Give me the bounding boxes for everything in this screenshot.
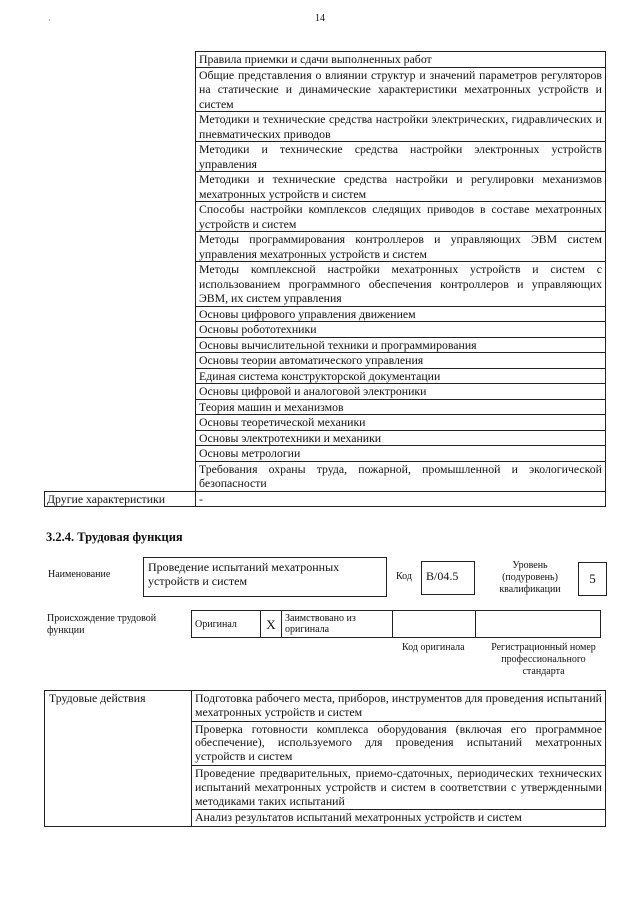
knowledge-item: Методики и технические средства настройки и регулировки механизмов мехатронных устройств и систем — [196, 172, 606, 202]
action-item: Подготовка рабочего места, приборов, инструментов для проведения испытаний мехатронных устройств и систем — [192, 691, 606, 722]
table-row — [45, 491, 606, 507]
label-cell — [45, 52, 196, 492]
actions-table — [44, 690, 606, 827]
action-item: Анализ результатов испытаний мехатронных устройств и систем — [192, 810, 606, 827]
level-box: 5 — [578, 562, 607, 596]
function-code-box: B/04.5 — [421, 561, 475, 595]
original-label: Оригинал — [192, 611, 261, 638]
scan-mark: · — [48, 16, 51, 25]
knowledge-item: Методики и технические средства настройки электрических, гидравлических и пневматических приводов — [196, 112, 606, 142]
other-characteristics-label: Другие характеристики — [45, 491, 196, 507]
function-name-box: Проведение испытаний мехатронных устройств и систем — [143, 557, 387, 597]
action-item: Проверка готовности комплекса оборудования (включая его программное обеспечение), используемого для проведения испытаний мехатронных устройств и систем — [192, 721, 606, 765]
knowledge-item: Основы цифровой и аналоговой электроники — [196, 384, 606, 400]
code-label: Код — [396, 571, 412, 582]
knowledge-item: Единая система конструкторской документации — [196, 368, 606, 384]
knowledge-table — [44, 51, 606, 507]
knowledge-item: Основы вычислительной техники и программирования — [196, 337, 606, 353]
knowledge-item: Основы теоретической механики — [196, 415, 606, 431]
table-row — [45, 52, 606, 68]
name-label: Наименование — [48, 569, 111, 580]
origin-table — [191, 610, 601, 638]
knowledge-item: Теория машин и механизмов — [196, 399, 606, 415]
knowledge-item: Общие представления о влиянии структур и значений параметров регуляторов на статические и динамические характеристики мехатронных устройств и систем — [196, 67, 606, 112]
knowledge-item: Основы теории автоматического управления — [196, 353, 606, 369]
knowledge-item: Методы комплексной настройки мехатронных устройств и систем с использованием программного обеспечения контроллеров и управляющих ЭВМ, их систем управления — [196, 262, 606, 307]
level-label: Уровень (подуровень) квалификации — [499, 560, 561, 595]
actions-label: Трудовые действия — [45, 691, 192, 827]
table-row — [45, 691, 606, 722]
origin-code-cell — [393, 611, 476, 638]
knowledge-item: Требования охраны труда, пожарной, промышленной и экологической безопасности — [196, 461, 606, 491]
borrowed-label: Заимствовано из оригинала — [282, 611, 393, 638]
other-characteristics-value: - — [196, 491, 606, 507]
origin-code-label: Код оригинала — [402, 642, 465, 653]
reg-number-label: Регистрационный номер профессионального стандарта — [491, 642, 596, 677]
knowledge-item: Способы настройки комплексов следящих приводов в составе мехатронных устройств и систем — [196, 202, 606, 232]
knowledge-item: Правила приемки и сдачи выполненных работ — [196, 52, 606, 68]
knowledge-item: Методы программирования контроллеров и управляющих ЭВМ систем управления мехатронных устройств и систем — [196, 232, 606, 262]
origin-label: Происхождение трудовой функции — [47, 613, 157, 636]
action-item: Проведение предварительных, приемо-сдаточных, периодических технических испытаний мехатронных устройств и систем в соответствии с утвержденными методиками таких испытаний — [192, 765, 606, 809]
page-number: 14 — [315, 13, 325, 24]
knowledge-item: Основы робототехники — [196, 322, 606, 338]
knowledge-item: Основы электротехники и механики — [196, 430, 606, 446]
knowledge-item: Основы цифрового управления движением — [196, 306, 606, 322]
original-mark: X — [261, 611, 282, 638]
knowledge-item: Основы метрологии — [196, 446, 606, 462]
section-heading: 3.2.4. Трудовая функция — [46, 530, 183, 544]
knowledge-item: Методики и технические средства настройки электронных устройств управления — [196, 142, 606, 172]
reg-number-cell — [476, 611, 601, 638]
